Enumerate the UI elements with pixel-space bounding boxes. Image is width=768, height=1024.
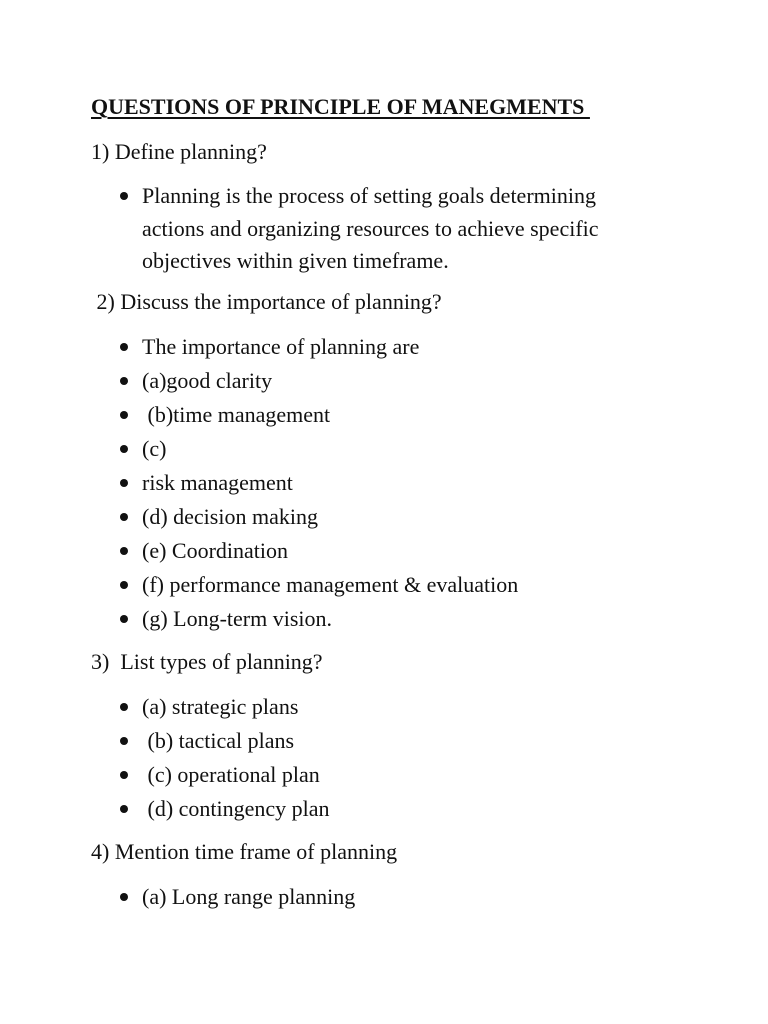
bullet-icon [120, 805, 128, 813]
bullet-icon [120, 192, 128, 200]
answer-3-list [120, 690, 330, 826]
bullet-icon [120, 377, 128, 385]
list-item: (a) Long range planning [120, 880, 355, 914]
list-item: (e) Coordination [120, 534, 518, 568]
list-item: (a) strategic plans [120, 690, 330, 724]
bullet-icon [120, 343, 128, 351]
question-1: 1) Define planning? [91, 139, 267, 164]
list-item: (d) decision making [120, 500, 518, 534]
list-item: (a)good clarity [120, 364, 518, 398]
bullet-icon [120, 547, 128, 555]
bullet-icon [120, 703, 128, 711]
list-item: (b)time management [120, 398, 518, 432]
list-item: (c) [120, 432, 518, 466]
answer-1-line: objectives within given timeframe. [142, 248, 449, 273]
list-item: (c) operational plan [120, 758, 330, 792]
answer-1-line: Planning is the process of setting goals determining [142, 183, 596, 208]
answer-4-list [120, 880, 355, 914]
list-item: risk management [120, 466, 518, 500]
question-3: 3) List types of planning? [91, 649, 323, 674]
answer-2-list [120, 330, 518, 636]
list-item: (f) performance management & evaluation [120, 568, 518, 602]
bullet-icon [120, 771, 128, 779]
bullet-icon [120, 581, 128, 589]
list-item: (d) contingency plan [120, 792, 330, 826]
bullet-icon [120, 737, 128, 745]
list-item: (b) tactical plans [120, 724, 330, 758]
bullet-icon [120, 479, 128, 487]
answer-1 [120, 180, 702, 278]
list-item: (g) Long-term vision. [120, 602, 518, 636]
question-2: 2) Discuss the importance of planning? [91, 289, 442, 314]
question-4: 4) Mention time frame of planning [91, 839, 398, 864]
answer-1-line: actions and organizing resources to achieve specific [142, 215, 599, 241]
bullet-icon [120, 893, 128, 901]
bullet-icon [120, 445, 128, 453]
bullet-icon [120, 615, 128, 623]
list-item: The importance of planning are [120, 330, 518, 364]
bullet-icon [120, 411, 128, 419]
document-title: QUESTIONS OF PRINCIPLE OF MANEGMENTS [91, 94, 590, 119]
bullet-icon [120, 513, 128, 521]
